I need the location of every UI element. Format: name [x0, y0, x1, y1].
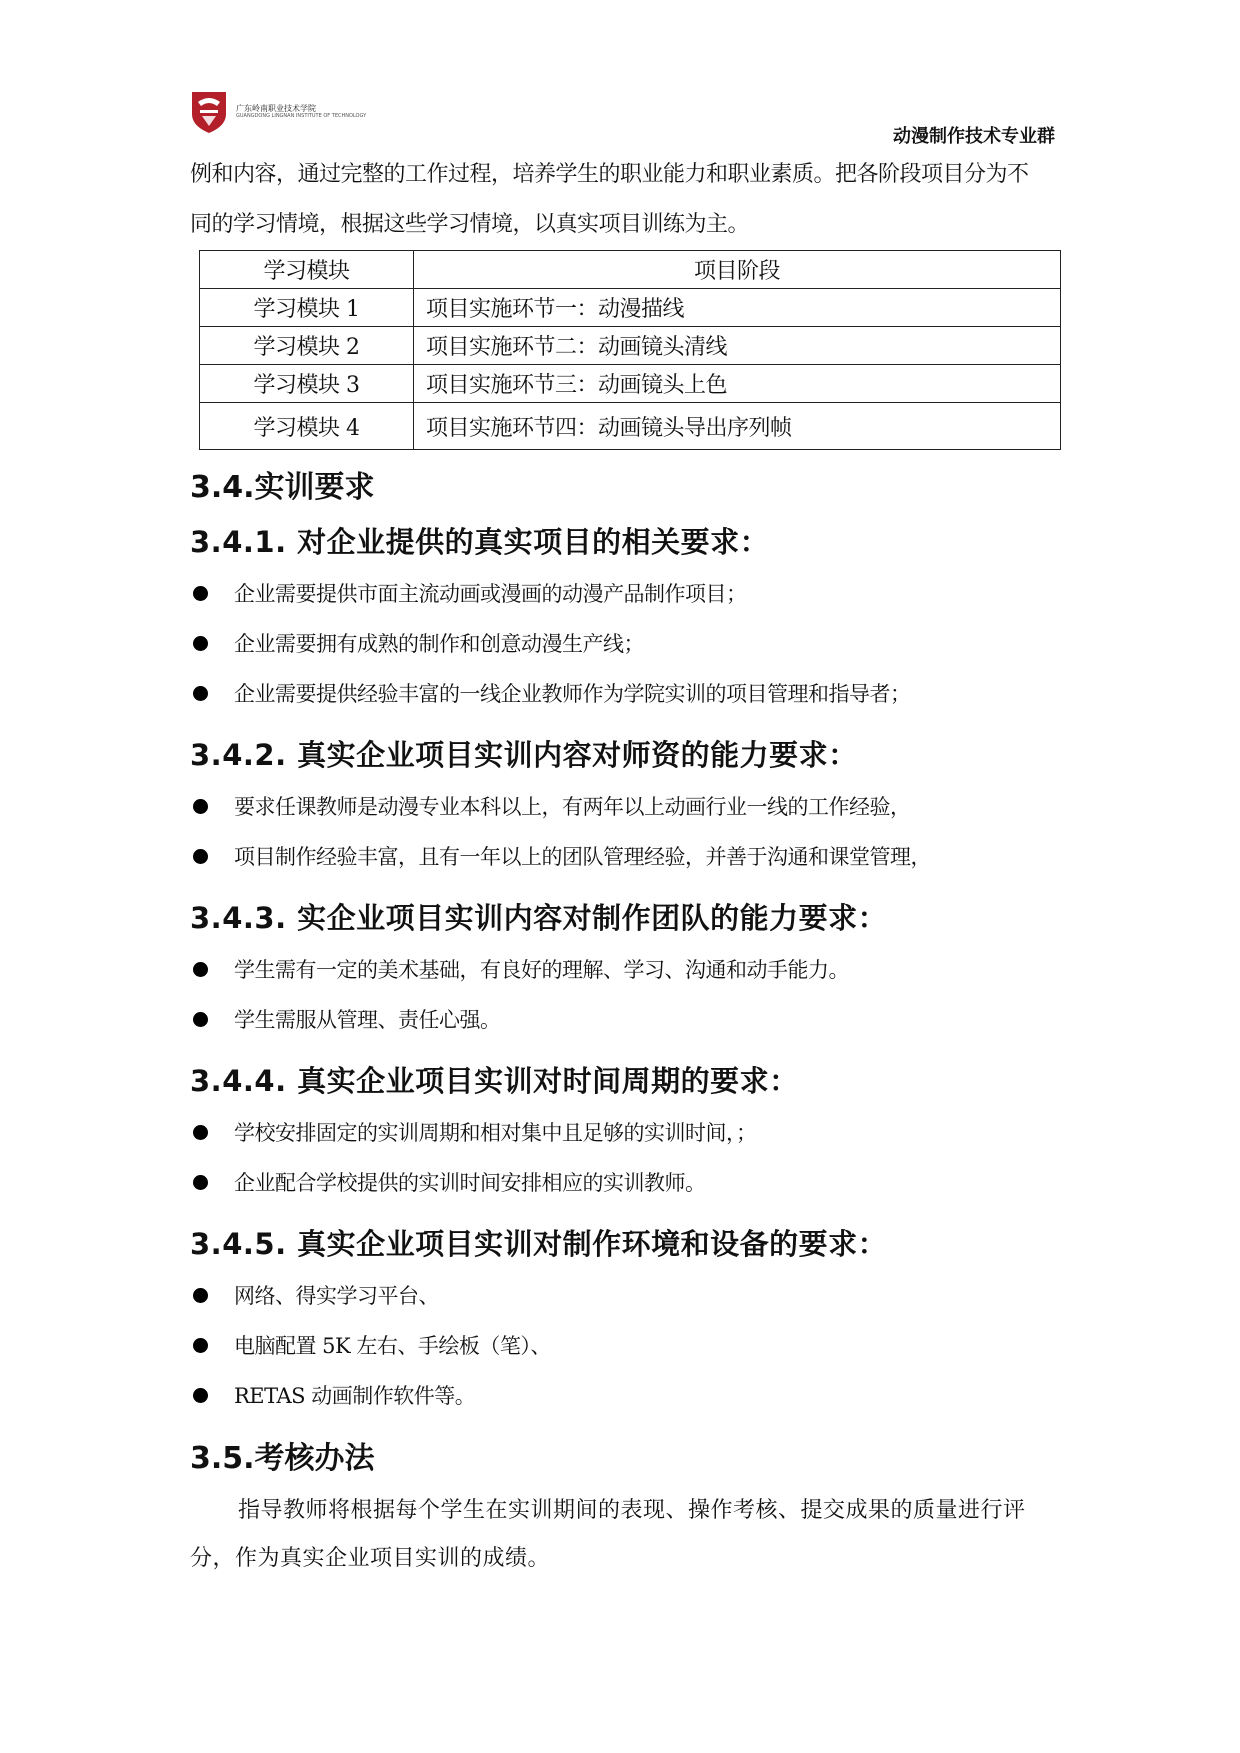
list-item: 网络、得实学习平台、 — [190, 1271, 1060, 1321]
list-item: 电脑配置 5K 左右、手绘板（笔）、 — [190, 1321, 1060, 1371]
table-cell-stage: 项目实施环节四：动画镜头导出序列帧 — [414, 403, 1061, 450]
bullet-icon — [193, 799, 208, 814]
table-header-row — [200, 251, 1061, 289]
list-item: 企业需要提供经验丰富的一线企业教师作为学院实训的项目管理和指导者； — [190, 669, 1060, 719]
table-row — [200, 327, 1061, 365]
bullet-icon — [193, 1125, 208, 1140]
list-item: 项目制作经验丰富，且有一年以上的团队管理经验，并善于沟通和课堂管理， — [190, 832, 1060, 882]
college-shield-icon — [190, 90, 228, 134]
table-header-cell: 学习模块 — [200, 251, 414, 289]
bullet-icon — [193, 1388, 208, 1403]
page-content — [190, 150, 1060, 1583]
intro-line-1: 例和内容，通过完整的工作过程，培养学生的职业能力和职业素质。把各阶段项目分为不 — [190, 162, 1029, 187]
bullet-icon — [193, 686, 208, 701]
bullet-list-3-4-5 — [190, 1271, 1060, 1421]
table-cell-stage: 项目实施环节一：动漫描线 — [414, 289, 1061, 327]
section-heading-3-4-5: 3.4.5. 真实企业项目实训对制作环境和设备的要求： — [190, 1227, 888, 1261]
intro-line-2: 同的学习情境，根据这些学习情境，以真实项目训练为主。 — [190, 212, 750, 237]
bullet-list-3-4-1 — [190, 569, 1060, 719]
logo-english-name: GUANGDONG LINGNAN INSTITUTE OF TECHNOLOGY — [236, 112, 367, 119]
bullet-list-3-4-2 — [190, 782, 1060, 882]
assessment-paragraph: 指导教师将根据每个学生在实训期间的表现、操作考核、提交成果的质量进行评分，作为真实企业项目实训的成绩。 — [190, 1498, 1026, 1571]
table-cell-stage: 项目实施环节二：动画镜头清线 — [414, 327, 1061, 365]
table-row — [200, 289, 1061, 327]
section-heading-3-4-2: 3.4.2. 真实企业项目实训内容对师资的能力要求： — [190, 738, 858, 772]
list-item: 企业配合学校提供的实训时间安排相应的实训教师。 — [190, 1158, 1060, 1208]
table-cell-module: 学习模块 4 — [200, 403, 414, 450]
list-item: 企业需要提供市面主流动画或漫画的动漫产品制作项目； — [190, 569, 1060, 619]
section-heading-3-4-1: 3.4.1. 对企业提供的真实项目的相关要求： — [190, 525, 770, 559]
header-program-title: 动漫制作技术专业群 — [893, 126, 1055, 147]
table-row — [200, 403, 1061, 450]
bullet-icon — [193, 1012, 208, 1027]
bullet-icon — [193, 1288, 208, 1303]
bullet-icon — [193, 586, 208, 601]
list-item: 学生需服从管理、责任心强。 — [190, 995, 1060, 1045]
bullet-list-3-4-3 — [190, 945, 1060, 1045]
module-table — [199, 250, 1061, 450]
section-heading-3-5: 3.5.考核办法 — [190, 1441, 375, 1476]
bullet-icon — [193, 849, 208, 864]
bullet-icon — [193, 1338, 208, 1353]
table-cell-module: 学习模块 2 — [200, 327, 414, 365]
table-cell-module: 学习模块 1 — [200, 289, 414, 327]
section-heading-3-4: 3.4.实训要求 — [190, 470, 375, 505]
bullet-icon — [193, 962, 208, 977]
list-item: 企业需要拥有成熟的制作和创意动漫生产线； — [190, 619, 1060, 669]
table-row — [200, 365, 1061, 403]
table-cell-module: 学习模块 3 — [200, 365, 414, 403]
section-heading-3-4-4: 3.4.4. 真实企业项目实训对时间周期的要求： — [190, 1064, 799, 1098]
section-heading-3-4-3: 3.4.3. 实企业项目实训内容对制作团队的能力要求： — [190, 901, 888, 935]
bullet-icon — [193, 1175, 208, 1190]
table-header-cell: 项目阶段 — [414, 251, 1061, 289]
list-item: 学校安排固定的实训周期和相对集中且足够的实训时间，； — [190, 1108, 1060, 1158]
bullet-list-3-4-4 — [190, 1108, 1060, 1208]
college-logo — [190, 90, 366, 134]
bullet-icon — [193, 636, 208, 651]
list-item: RETAS 动画制作软件等。 — [190, 1371, 1060, 1421]
table-cell-stage: 项目实施环节三：动画镜头上色 — [414, 365, 1061, 403]
list-item: 要求任课教师是动漫专业本科以上，有两年以上动画行业一线的工作经验， — [190, 782, 1060, 832]
list-item: 学生需有一定的美术基础，有良好的理解、学习、沟通和动手能力。 — [190, 945, 1060, 995]
logo-chinese-name: 广东岭南职业技术学院 — [236, 104, 316, 114]
